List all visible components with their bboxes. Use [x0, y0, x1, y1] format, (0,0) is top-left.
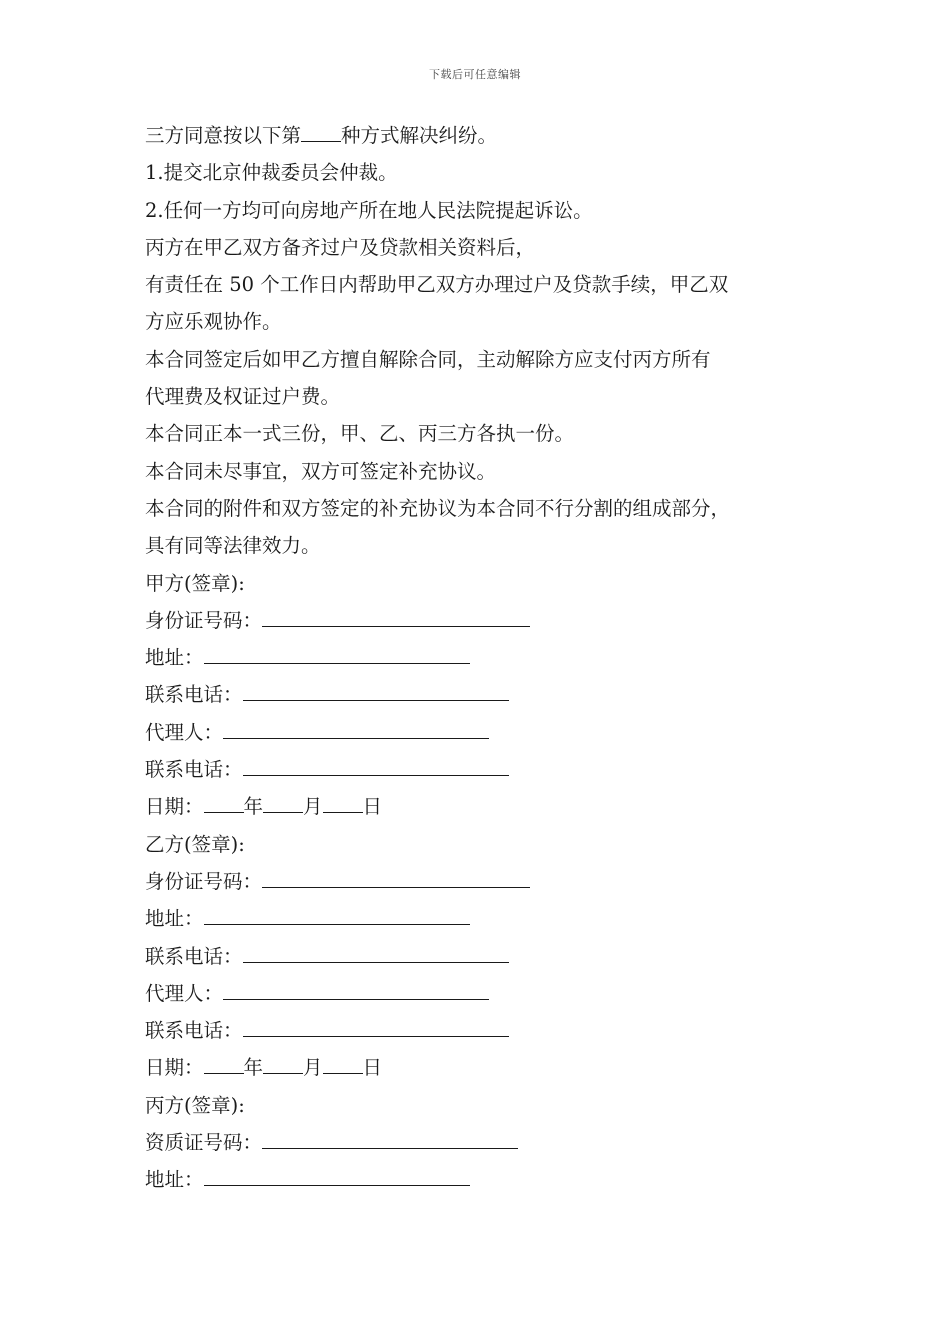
party-a-id-row	[145, 602, 845, 639]
year-label: 年	[243, 1056, 264, 1080]
party-a-title: 甲方(签章):	[145, 571, 245, 595]
address-label: 地址：	[145, 1168, 204, 1192]
party-c-title: 丙方(签章):	[145, 1093, 245, 1117]
month-label: 月	[303, 1056, 323, 1080]
day-field[interactable]	[323, 1051, 363, 1074]
day-field[interactable]	[323, 790, 363, 813]
clause-text: 具有同等法律效力。	[145, 534, 321, 558]
party-b-id-field[interactable]	[262, 865, 530, 888]
party-a-address-field[interactable]	[204, 641, 470, 664]
party-b-phone-field[interactable]	[243, 940, 509, 963]
month-field[interactable]	[263, 1051, 303, 1074]
month-label: 月	[303, 795, 323, 819]
day-label: 日	[362, 795, 383, 819]
contract-body	[145, 117, 845, 1199]
party-a-agent-phone-field[interactable]	[243, 753, 509, 776]
date-label: 日期：	[145, 1056, 204, 1080]
id-label: 身份证号码：	[145, 608, 263, 632]
party-c-qualification-field[interactable]	[262, 1126, 518, 1149]
party-b-agent-phone-row	[145, 1012, 845, 1049]
address-label: 地址：	[145, 907, 204, 931]
party-b-phone-row	[145, 938, 845, 975]
dispute-clause	[145, 117, 845, 154]
party-c-qualification-row	[145, 1124, 845, 1161]
clause-text: 本合同未尽事宜，双方可签定补充协议。	[145, 459, 497, 483]
party-a-agent-field[interactable]	[223, 716, 489, 739]
party-b-title: 乙方(签章):	[145, 832, 245, 856]
clause-text: 本合同正本一式三份，甲、乙、丙三方各执一份。	[145, 422, 575, 446]
party-a-phone-row	[145, 676, 845, 713]
party-a-id-field[interactable]	[262, 604, 530, 627]
dispute-option-1: 1.提交北京仲裁委员会仲裁。	[145, 161, 398, 185]
phone-label: 联系电话：	[145, 1019, 243, 1043]
clause-text: 有责任在 50 个工作日内帮助甲乙双方办理过户及贷款手续，甲乙双	[145, 273, 729, 297]
party-c-address-row	[145, 1161, 845, 1198]
page-header: 下载后可任意编辑	[429, 68, 521, 81]
party-b-address-field[interactable]	[204, 902, 470, 925]
dispute-prefix: 三方同意按以下第	[145, 124, 302, 147]
date-label: 日期：	[145, 795, 204, 819]
party-a-date-row	[145, 788, 845, 825]
dispute-option-blank[interactable]	[301, 119, 341, 142]
party-c-address-field[interactable]	[204, 1163, 470, 1186]
party-b-id-row	[145, 863, 845, 900]
year-field[interactable]	[204, 1051, 244, 1074]
phone-label: 联系电话：	[145, 944, 243, 968]
clause-text: 本合同签定后如甲乙方擅自解除合同，主动解除方应支付丙方所有	[145, 347, 711, 371]
party-a-agent-phone-row	[145, 751, 845, 788]
party-a-address-row	[145, 639, 845, 676]
clause-text: 本合同的附件和双方签定的补充协议为本合同不行分割的组成部分，	[145, 496, 731, 520]
party-a-phone-field[interactable]	[243, 678, 509, 701]
party-b-date-row	[145, 1049, 845, 1086]
phone-label: 联系电话：	[145, 683, 243, 707]
party-a-agent-row	[145, 714, 845, 751]
year-field[interactable]	[204, 790, 244, 813]
agent-label: 代理人：	[145, 720, 224, 744]
party-b-agent-field[interactable]	[223, 977, 489, 1000]
clause-text: 丙方在甲乙双方备齐过户及贷款相关资料后，	[145, 235, 536, 259]
month-field[interactable]	[263, 790, 303, 813]
party-b-agent-row	[145, 975, 845, 1012]
dispute-option-2: 2.任何一方均可向房地产所在地人民法院提起诉讼。	[145, 198, 593, 222]
party-b-agent-phone-field[interactable]	[243, 1014, 509, 1037]
agent-label: 代理人：	[145, 981, 224, 1005]
clause-text: 代理费及权证过户费。	[145, 385, 341, 409]
phone-label: 联系电话：	[145, 758, 243, 782]
dispute-suffix: 种方式解决纠纷。	[341, 124, 498, 147]
day-label: 日	[362, 1056, 383, 1080]
id-label: 身份证号码：	[145, 869, 263, 893]
year-label: 年	[243, 795, 264, 819]
party-b-address-row	[145, 900, 845, 937]
address-label: 地址：	[145, 646, 204, 670]
qualification-label: 资质证号码：	[145, 1131, 263, 1155]
clause-text: 方应乐观协作。	[145, 310, 282, 334]
